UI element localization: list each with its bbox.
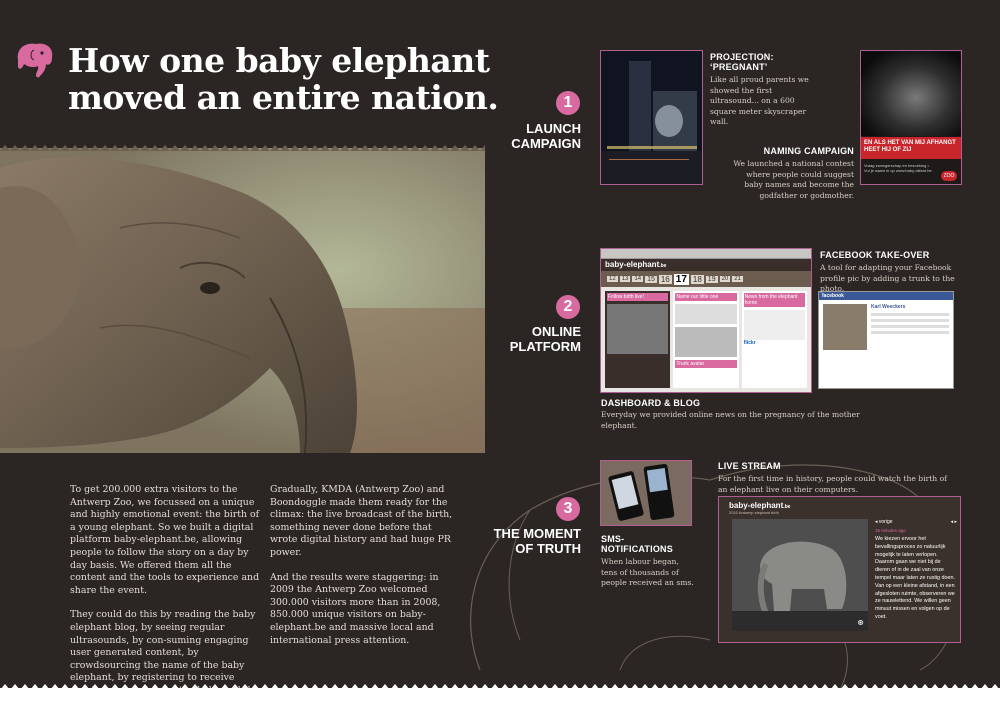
video-player xyxy=(732,519,868,631)
page-title: How one baby elephant moved an entire nation. xyxy=(68,41,499,117)
stage-2-number: 2 xyxy=(556,295,580,319)
elephant-hero-photo xyxy=(0,148,485,453)
facebook-caption: FACEBOOK TAKE-OVER A tool for adapting your Facebook profile pic by adding a trunk to the photo. xyxy=(820,250,955,293)
paragraph: To get 200.000 extra visitors to the Antwerp Zoo, we focussed on a unique and highly emotional event: the birth of a young elephant. So we built a digital platform baby-elephant.be, allowing people to follow the story on a day by day basis. We offered them all the content and the tools to experience and share the event. xyxy=(70,484,260,596)
site-panel-name: Name our little one Trunk avatar xyxy=(673,291,738,388)
live-stream-screenshot xyxy=(718,496,961,643)
intro-column-2 xyxy=(270,484,460,659)
facebook-screenshot: facebook Karl Weeckers xyxy=(818,291,954,389)
bottom-white-strip xyxy=(0,688,1000,707)
paragraph: They could do this by reading the baby elephant blog, by seeing regular ultrasounds, by con-suming engaging user generated content, by crowdsourcing the name of the baby elephant, by registering to receive xyxy=(70,609,256,684)
intro-column-1 xyxy=(70,484,260,707)
photo-jagged-edge xyxy=(0,145,485,151)
live-logo: baby-elephant.be 2010 Antwerp elephant birth xyxy=(729,501,791,515)
naming-caption: NAMING CAMPAIGN We launched a national contest where people could suggest baby names and become the godfather or godmother. xyxy=(733,146,854,200)
zoo-logo: ZOO xyxy=(941,171,957,181)
play-icon[interactable]: ⊛ xyxy=(857,618,864,627)
site-panel-news: News from the elephant home flickr xyxy=(742,291,807,388)
stage-3-label: THE MOMENT OF TRUTH xyxy=(493,526,581,556)
live-blog-panel: ◂ vorige ◂ ▸ 15 minutes ago We kiezen ervoor het bevallingsproces zo natuurlijk mogelijk te laten verlopen. Daarom gaan we niet bij de dieren of in de zaal van onze tempel maar laten ze rustig doen. Van op een kleine afstand, in een afgesloten ruimte, observeren we ze nauwlettend. We willen geen minuut missen en volgen op de voet. xyxy=(875,519,957,620)
site-panel-live: Follow birth live! xyxy=(605,291,670,388)
dashboard-caption: DASHBOARD & BLOG Everyday we provided online news on the pregnancy of the mother elephant. xyxy=(601,398,860,430)
sms-phones-photo xyxy=(600,460,692,526)
website-screenshot xyxy=(600,248,812,393)
day-selector: 12 13 14 15 16 17 18 19 20 21 xyxy=(601,271,811,287)
paragraph: Gradually, KMDA (Antwerp Zoo) and Boondoggle made them ready for the climax: the live broadcast of the birth, something never done before that wrote digital history and had huge PR power. xyxy=(270,484,453,558)
sms-caption: SMS-NOTIFICATIONS When labour began, tens of thousands of people received an sms. xyxy=(601,534,694,587)
site-logo: baby-elephant.be xyxy=(601,259,811,271)
naming-campaign-poster: EN ALS HET VAN MIJ AFHANGT HEET HIJ OF ZIJ Vraag zwangerschap en bezoeking • Vul je naam in op www.baby-olifant.be ZOO xyxy=(860,50,962,185)
skyscraper-projection-photo xyxy=(600,50,703,185)
pink-elephant-icon xyxy=(12,40,58,80)
stage-1-label: LAUNCH CAMPAIGN xyxy=(511,121,581,151)
projection-caption: PROJECTION: ‘PREGNANT’ Like all proud parents we showed the first ultrasound... on a 600 square meter skyscraper wall. xyxy=(710,52,809,126)
stage-3-number: 3 xyxy=(556,497,580,521)
stage-2-label: ONLINE PLATFORM xyxy=(509,324,581,354)
live-stream-caption: LIVE STREAM For the first time in history, people could watch the birth of an elephant live on their computers. xyxy=(718,461,947,494)
paragraph: And the results were staggering: in 2009 the Antwerp Zoo welcomed 300.000 visitors more than in 2008, 850.000 unique visitors on baby-elephant.be and massive local and international press attention. xyxy=(270,571,441,646)
stage-1-number: 1 xyxy=(556,91,580,115)
